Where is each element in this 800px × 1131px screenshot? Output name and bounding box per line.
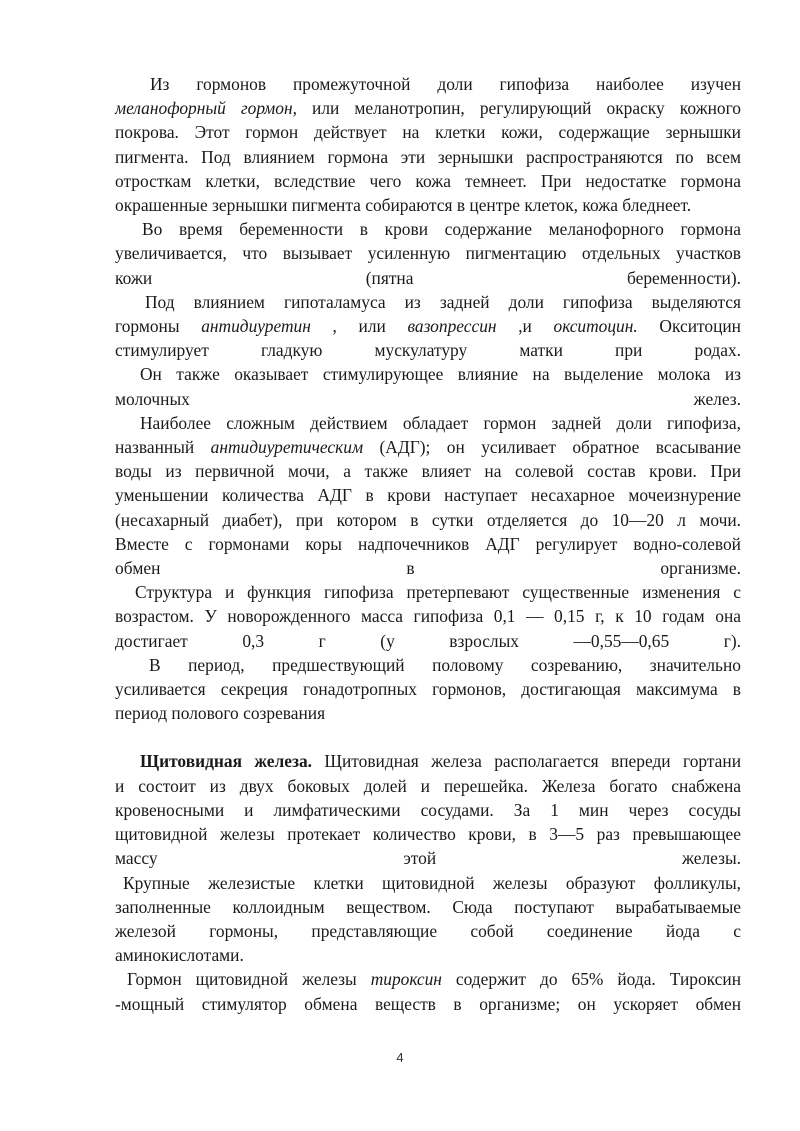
paragraph-pregnancy xyxy=(115,217,741,290)
text-line: отросткам клетки, вследствие чего кожа темнеет. При недостатке гормона xyxy=(115,170,741,191)
text-line: воды из первичной мочи, а также влияет на солевой состав крови. При xyxy=(115,461,741,482)
text-line: аминокислотами. xyxy=(115,945,244,966)
text-line: В период, предшествующий половому созреванию, значительно xyxy=(149,654,741,675)
section-heading-thyroid: Щитовидная железа. xyxy=(140,751,313,772)
paragraph-follicles xyxy=(115,871,741,968)
text-line: и состоит из двух боковых долей и перешейка. Железа богато снабжена xyxy=(115,775,741,796)
text-line: Наиболее сложным действием обладает гормон задней доли гипофиза, xyxy=(140,412,741,433)
text-line: Он также оказывает стимулирующее влияние на выделение молока из xyxy=(140,364,741,385)
text-line: период полового созревания xyxy=(115,703,326,724)
text-line: Крупные железистые клетки щитовидной железы образуют фолликулы, xyxy=(123,872,741,893)
paragraph-thyroid xyxy=(115,749,741,870)
term-antidiuretin: антидиуретин xyxy=(201,316,311,337)
paragraph-structure-age xyxy=(115,580,741,653)
text-line: молочных желез. xyxy=(115,388,741,409)
text-line: железой гормоны, представляющие собой соединение йода с xyxy=(115,920,741,941)
paragraph-adh xyxy=(115,411,741,580)
text-line: усиливается секреция гонадотропных гормонов, достигающая максимума в xyxy=(115,679,741,700)
text-line: уменьшении количества АДГ в крови наступает несахарное мочеизнурение xyxy=(115,485,741,506)
text-line: кровеносными и лимфатическими сосудами. За 1 мин через сосуды xyxy=(115,799,741,820)
text-line: Щитовидная железа. Щитовидная железа располагается впереди гортани xyxy=(140,751,741,772)
text-line: увеличивается, что вызывает усиленную пигментацию отдельных участков xyxy=(115,243,741,264)
term-melanophore-hormone: меланофорный гормон, xyxy=(115,98,297,119)
text-line: достигает 0,3 г (у взрослых —0,55—0,65 г). xyxy=(115,630,741,651)
text-line: покрова. Этот гормон действует на клетки кожи, содержащие зернышки xyxy=(115,122,741,143)
text-line: возрастом. У новорожденного масса гипофиза 0,1 — 0,15 г, к 10 годам она xyxy=(115,606,741,627)
text-line: массу этой железы. xyxy=(115,848,741,869)
term-oxytocin: окситоцин. xyxy=(553,316,638,337)
paragraph-puberty xyxy=(115,653,741,726)
paragraph-melanophore xyxy=(115,72,741,217)
text-line: Из гормонов промежуточной доли гипофиза наиболее изучен xyxy=(150,74,741,94)
paragraph-thyroxine xyxy=(115,967,741,1015)
text-line: заполненные коллоидным веществом. Сюда поступают вырабатываемые xyxy=(115,896,741,917)
paragraph-posterior-lobe xyxy=(115,290,741,363)
text-line: обмен в организме. xyxy=(115,558,741,579)
text-line: (несахарный диабет), при котором в сутки отделяется до 10—20 л мочи. xyxy=(115,509,741,530)
text-line: кожи (пятна беременности). xyxy=(115,267,741,288)
term-vasopressin: вазопрессин xyxy=(407,316,497,337)
text-line: Под влиянием гипоталамуса из задней доли гипофиза выделяются xyxy=(145,291,741,312)
text-line: Вместе с гормонами коры надпочечников АДГ регулирует водно-солевой xyxy=(115,533,741,554)
document-page xyxy=(115,72,741,1016)
term-antidiuretic: антидиуретическим xyxy=(210,437,364,458)
text-line: щитовидной железы протекает количество крови, в 3—5 раз превышающее xyxy=(115,824,741,845)
paragraph-spacer xyxy=(115,725,741,749)
text-line: Во время беременности в крови содержание меланофорного гормона xyxy=(142,219,741,240)
text-line: -мощный стимулятор обмена веществ в организме; он ускоряет обмен xyxy=(115,993,741,1014)
text-line: меланофорный гормон, или меланотропин, регулирующий окраску кожного xyxy=(115,98,741,119)
text-line: Структура и функция гипофиза претерпевают существенные изменения с xyxy=(135,582,741,603)
page-number: 4 xyxy=(396,1050,404,1065)
text-line: стимулирует гладкую мускулатуру матки при родах. xyxy=(115,340,741,361)
text-line: названный антидиуретическим (АДГ); он усиливает обратное всасывание xyxy=(115,437,741,458)
text-line: окрашенные зернышки пигмента собираются в центре клеток, кожа бледнеет. xyxy=(115,195,692,216)
text-line: Гормон щитовидной железы тироксин содержит до 65% йода. Тироксин xyxy=(127,969,741,990)
text-line: пигмента. Под влиянием гормона эти зернышки распространяются по всем xyxy=(115,146,741,167)
term-thyroxine: тироксин xyxy=(370,969,442,990)
text-line: гормоны антидиуретин , или вазопрессин ,и окситоцин. Окситоцин xyxy=(115,316,741,337)
paragraph-lactation xyxy=(115,362,741,410)
